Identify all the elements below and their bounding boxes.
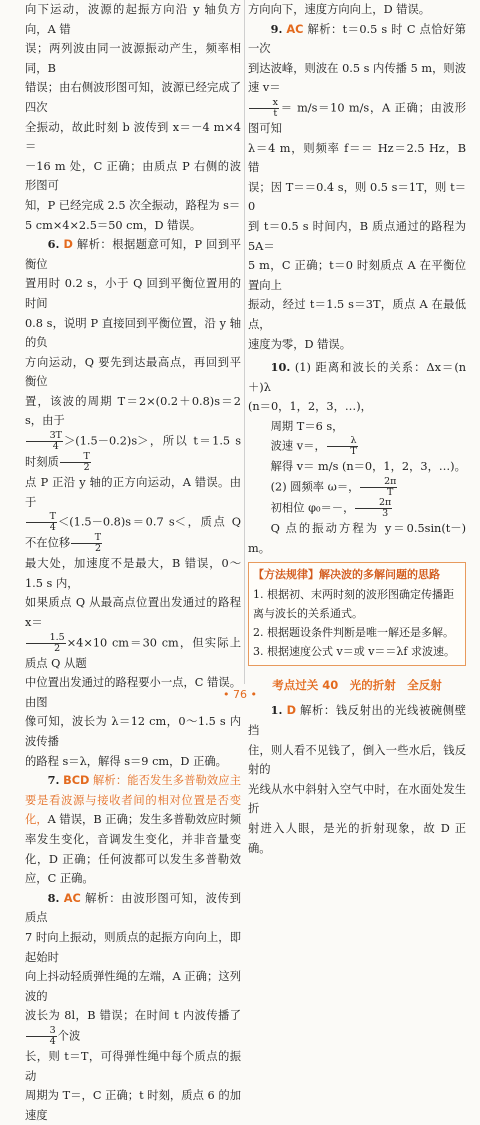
fraction-T-2b: $\frac{T}{2}$ bbox=[71, 533, 102, 554]
left-column bbox=[25, 0, 241, 1125]
column-divider bbox=[244, 0, 245, 684]
answer-label: AC bbox=[286, 22, 304, 36]
question-number: 1. bbox=[270, 703, 283, 718]
text-line: ＞(1.5－0.2)s＞，所以 t＝1.5 s 时刻质 bbox=[25, 434, 241, 469]
text-line: 长，则 t＝T，可得弹性绳中每个质点的振动 bbox=[25, 1049, 241, 1083]
text-line: 到 t＝0.5 s 时间内，B 质点通过的路程为 5A＝ bbox=[248, 219, 466, 253]
fraction-x-t: $\frac{x}{t}$ bbox=[249, 98, 279, 119]
method-tip-item: 1. 根据初、末两时刻的波形图确定传播距离与波长的关系通式。 bbox=[253, 587, 454, 620]
text-line: －16 m 处，C 正确；由质点 P 右侧的波形图可 bbox=[25, 159, 241, 193]
fraction-2pi-T: $\frac{2\pi}{T}$ bbox=[360, 477, 397, 498]
text-line: 解析：由波形图可知，波传到质点 bbox=[25, 891, 241, 925]
question-number: 9. bbox=[270, 21, 283, 36]
page-number: • 76 • bbox=[223, 688, 257, 701]
paragraph-q9 bbox=[248, 20, 466, 355]
paragraph-q8: 8. AC 解析：由波形图可知，波传到质点 7 时向上振动，则质点的起振方向向上，即起始时 向上抖动轻质弹性绳的左端，A 正确；这列波的 波长为 8l，B 错误；在时间 t 内波传播了 $\frac{3}{4}$ 个波 长，则 t＝T，可得弹性绳中每个质点的振动 周期为 T＝，C 正确；t 时刻，质点 6 的加速度 bbox=[25, 890, 241, 1122]
answer-label: D bbox=[286, 704, 296, 718]
paragraph-q10-cont bbox=[248, 397, 466, 417]
q10-line bbox=[248, 519, 466, 558]
text-line: λ＝4 m，则频率 f＝＝ Hz＝2.5 Hz，B 错 bbox=[248, 141, 466, 175]
q10-line bbox=[248, 436, 466, 457]
text-line: 波速 v＝， bbox=[270, 439, 326, 453]
text-line: 振动，经过 t＝1.5 s＝3T，质点 A 在最低点， bbox=[248, 298, 466, 331]
text-line: Q 点的振动方程为 y＝0.5sin(t－) m。 bbox=[248, 522, 466, 555]
text-line: 误；两列波由同一波源振动产生，频率相同，B bbox=[25, 42, 241, 75]
text-line: 全振动，故此时刻 b 波传到 x＝－4 m×4＝ bbox=[25, 120, 241, 154]
text-line: 解得 v＝ m/s (n＝0，1，2，3，…)。 bbox=[270, 460, 466, 474]
fraction-3T-4: $\frac{3T}{4}$ bbox=[26, 431, 63, 452]
question-number: 6. bbox=[47, 237, 60, 252]
text-line: 初相位 φ₀＝－， bbox=[270, 501, 355, 515]
text-line: 到达波峰，则波在 0.5 s 内传播 5 m，则波速 v＝ bbox=[248, 61, 466, 95]
fraction-T-4: $\frac{T}{4}$ bbox=[26, 512, 57, 533]
text-line: 住，则人看不见钱了，倒入一些水后，钱反射的 bbox=[248, 743, 466, 777]
text-line: 误；因 T＝＝0.4 s，则 0.5 s＝1T，则 t＝0 bbox=[248, 180, 466, 214]
fraction-lambda-T: $\frac{\lambda}{T}$ bbox=[327, 436, 358, 457]
method-tip-box bbox=[248, 562, 466, 666]
text-line: (1) 距离和波长的关系：Δx＝(n＋)λ bbox=[248, 361, 466, 394]
text-line: (n＝0，1，2，3，…)， bbox=[248, 400, 372, 414]
question-number: 7. bbox=[47, 773, 60, 788]
fraction-T-2: $\frac{T}{2}$ bbox=[60, 452, 91, 473]
text-line: 中位置出发通过的路程要小一点，C 错误。由图 bbox=[25, 676, 241, 709]
text-line: 周期 T＝6 s， bbox=[270, 419, 344, 433]
answer-label: BCD bbox=[63, 774, 90, 788]
fraction-3-4: $\frac{3}{4}$ bbox=[26, 1026, 57, 1047]
paragraph-q5-continued bbox=[25, 0, 241, 235]
paragraph-q1 bbox=[248, 701, 466, 858]
text-line: 如果质点 Q 从最高点位置出发通过的路程 x＝ bbox=[25, 596, 241, 630]
fraction-2pi-3: $\frac{2\pi}{3}$ bbox=[355, 498, 392, 519]
answer-label: AC bbox=[63, 891, 81, 905]
paragraph-q10 bbox=[248, 358, 466, 397]
method-tip-item: 2. 根据题设条件判断是唯一解还是多解。 bbox=[253, 625, 454, 639]
text-line: 错误；由右侧波形图可知，波源已经完成了四次 bbox=[25, 81, 241, 114]
text-line: ＜(1.5－0.8)s＝0.7 s＜，质点 Q 不在位移 bbox=[25, 515, 241, 550]
method-tip-title: 【方法规律】解决波的多解问题的思路 bbox=[253, 568, 440, 582]
q10-line bbox=[248, 477, 466, 498]
text-line: 置，该波的周期 T＝2×(0.2＋0.8)s＝2 s，由于 bbox=[25, 394, 241, 428]
text-line: ×4×10 cm＝30 cm，但实际上质点 Q 从题 bbox=[25, 636, 241, 670]
method-tip-item: 3. 根据速度公式 v＝或 v＝＝λf 求波速。 bbox=[253, 644, 455, 658]
fraction-1.5-2: $\frac{1.5}{2}$ bbox=[26, 633, 66, 654]
section-heading: 考点过关 40 光的折射 全反射 bbox=[272, 677, 442, 692]
text-line: 方向向下，速度方向向上，D 错误。 bbox=[248, 3, 431, 16]
text-line: 5 m，C 正确；t＝0 时刻质点 A 在平衡位置向上 bbox=[248, 259, 466, 292]
text-line: 速度为零，D 错误。 bbox=[248, 337, 352, 351]
text-line: 0.8 s，说明 P 直接回到平衡位置，沿 y 轴的负 bbox=[25, 316, 241, 350]
text-line: 向上抖动轻质弹性绳的左端，A 正确；这列波的 bbox=[25, 970, 241, 1003]
text-line: 置用时 0.2 s，小于 Q 回到平衡位置用的时间 bbox=[25, 277, 241, 310]
text-line: 知，P 已经完成 2.5 次全振动，路程为 s＝ bbox=[25, 198, 241, 212]
text-line: 解析：根据题意可知，P 回到平衡位 bbox=[25, 238, 241, 271]
text-line: 解析：t＝0.5 s 时 C 点恰好第一次 bbox=[248, 22, 467, 56]
text-line: 的路程 s＝λ，解得 s＝9 cm，D 正确。 bbox=[25, 754, 227, 768]
answer-label: D bbox=[63, 238, 73, 252]
text-line: 射进入人眼，是光的折射现象，故 D 正确。 bbox=[248, 822, 466, 855]
text-line: 像可知，波长为 λ＝12 cm，0～1.5 s 内波传播 bbox=[25, 715, 241, 748]
text-line: 波长为 8l，B 错误；在时间 t 内波传播了 bbox=[25, 1009, 241, 1023]
text-line: A 错误，B 正确；发生多普勒效应时频率发生变化，音调发生变化，并非音量变化，D 正确；任何波都可以发生多普勒效应，C 正确。 bbox=[25, 813, 241, 886]
q10-line bbox=[248, 498, 466, 519]
text-line: 周期为 T＝，C 正确；t 时刻，质点 6 的加速度 bbox=[25, 1089, 241, 1122]
text-line: 方向运动，Q 要先到达最高点，再回到平衡位 bbox=[25, 355, 241, 389]
q10-line bbox=[248, 457, 466, 477]
highlighted-text: 解析：能否发生多普勒效应主要是看波源与接收者间的相对位置是否变化， bbox=[25, 774, 241, 827]
text-line: ＝ m/s＝10 m/s，A 正确；由波形图可知 bbox=[248, 101, 466, 135]
q10-line bbox=[248, 417, 466, 437]
question-number: 8. bbox=[47, 890, 60, 905]
paragraph-q7 bbox=[25, 771, 241, 889]
right-column bbox=[248, 0, 466, 858]
text-line: 5 cm×4×2.5＝50 cm，D 错误。 bbox=[25, 218, 202, 232]
text-line: 光线从水中斜射入空气中时，在水面处发生折 bbox=[248, 782, 466, 816]
question-number: 10. bbox=[270, 360, 291, 375]
text-line: 点 P 正沿 y 轴的正方向运动，A 错误。由于 bbox=[25, 476, 241, 509]
text-line: (2) 圆频率 ω＝， bbox=[270, 480, 360, 494]
text-line: 7 时向上振动，则质点的起振方向向上，即起始时 bbox=[25, 930, 241, 964]
text-line: 向下运动，波源的起振方向沿 y 轴负方向，A 错 bbox=[25, 3, 241, 36]
paragraph-q8-end bbox=[248, 0, 466, 20]
text-line: 解析：钱反射出的光线被碗侧壁挡 bbox=[248, 704, 466, 738]
text-line: 最大处，加速度不是最大，B 错误，0～1.5 s 内， bbox=[25, 557, 241, 590]
